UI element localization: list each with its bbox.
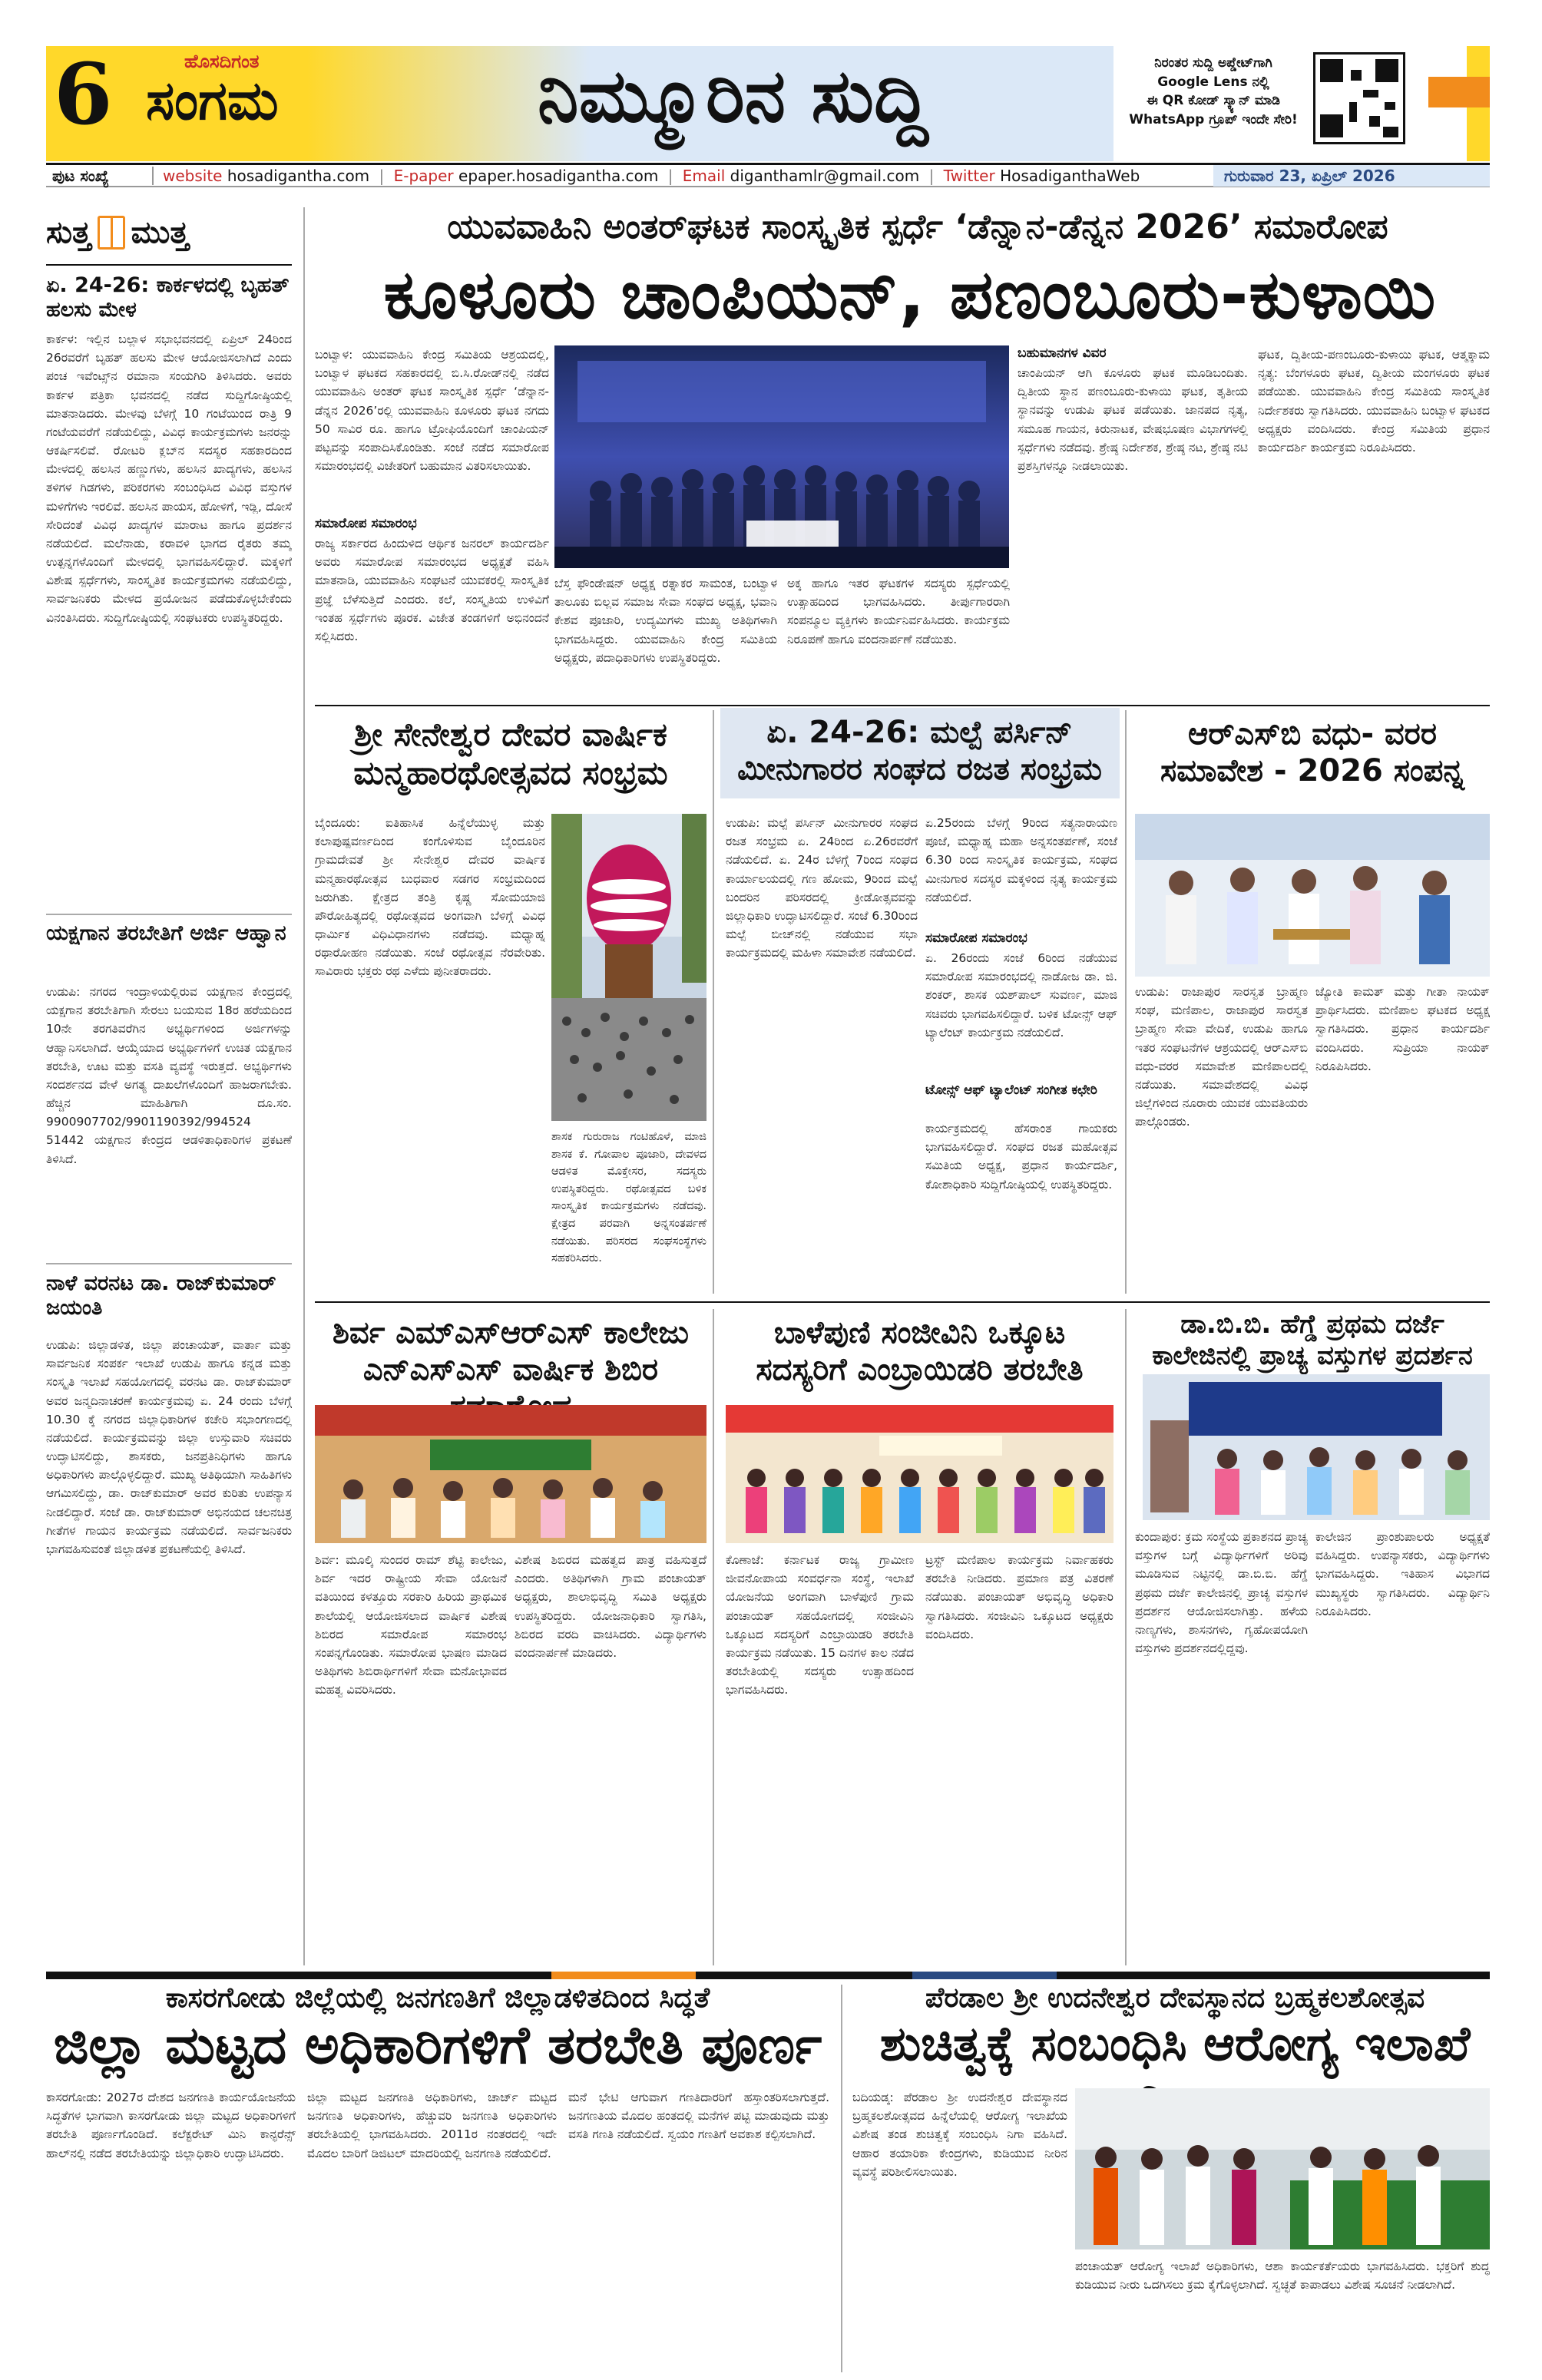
story-headline[interactable]: ಏ. 24-26: ಮಲ್ಪೆ ಪರ್ಸಿನ್ ಮೀನುಗಾರರ ಸಂಘದ ರಜತ ಸಂಭ್ರಮ bbox=[737, 715, 1102, 787]
supplement-name: ಸಂಗಮ bbox=[146, 69, 279, 132]
story-body: ಶಾಸಕ ಗುರುರಾಜ ಗಂಟಿಹೊಳೆ, ಮಾಜಿ ಶಾಸಕ ಕೆ. ಗೋಪಾಲ ಪೂಜಾರಿ, ದೇವಳದ ಆಡಳಿತ ಮೊಕ್ತೇಸರ, ಸದಸ್ಯರು ಉಪಸ್ಥಿತರಿದ್ದರು. ರಥೋತ್ಸವದ ಬಳಿಕ ಸಾಂಸ್ಕೃತಿಕ ಕಾರ್ಯಕ್ರಮಗಳು ನಡೆದವು. ಕ್ಷೇತ್ರದ ಪರವಾಗಿ ಅನ್ನಸಂತರ್ಪಣೆ ನಡೆಯಿತು. ಪರಿಸರದ ಸಂಘಸಂಸ್ಥೆಗಳು ಸಹಕರಿಸಿದರು. bbox=[551, 1131, 706, 1265]
lead-photo[interactable] bbox=[554, 345, 1009, 568]
newspaper-logo-text: ಹೊಸದಿಗಂತ bbox=[184, 51, 260, 72]
whatsapp-promo bbox=[1121, 54, 1305, 130]
column-rule bbox=[713, 710, 714, 1294]
lead-kicker: ಯುವವಾಹಿನಿ ಅಂತರ್‌ಘಟಕ ಸಾಂಸ್ಕೃತಿಕ ಸ್ಪರ್ಧೆ ‘ಡೆನ್ನಾನ-ಡೆನ್ನನ 2026’ ಸಮಾರೋಪ bbox=[447, 207, 1388, 246]
story-body: ಕೊಣಾಜೆ: ಕರ್ನಾಟಕ ರಾಜ್ಯ ಗ್ರಾಮೀಣ ಜೀವನೋಪಾಯ ಸಂವರ್ಧನಾ ಸಂಸ್ಥೆ, ಇಲಾಖೆ ಯೋಜನೆಯ ಅಂಗವಾಗಿ ಬಾಳೆಪುಣಿ ಗ್ರಾಮ ಪಂಚಾಯತ್ ಸಹಯೋಗದಲ್ಲಿ ಸಂಜೀವಿನಿ ಒಕ್ಕೂಟದ ಸದಸ್ಯರಿಗೆ ಎಂಬ್ರಾಯಿಡರಿ ತರಬೇತಿ ಕಾರ್ಯಕ್ರಮ ನಡೆಯಿತು. 15 ದಿನಗಳ ಕಾಲ ನಡೆದ ತರಬೇತಿಯಲ್ಲಿ ಸದಸ್ಯರು ಉತ್ಸಾಹದಿಂದ ಭಾಗವಹಿಸಿದರು. bbox=[726, 1553, 914, 1697]
bottom-left-headline[interactable]: ಜಿಲ್ಲಾ ಮಟ್ಟದ ಅಧಿಕಾರಿಗಳಿಗೆ ತರಬೇತಿ ಪೂರ್ಣ bbox=[53, 2015, 822, 2076]
embroidery-training-photo[interactable] bbox=[726, 1405, 1113, 1543]
story-body: ಕಾರ್ಕಳ: ಇಲ್ಲಿನ ಬಲ್ಲಾಳ ಸಭಾಭವನದಲ್ಲಿ ಏಪ್ರಿಲ್ 24ರಿಂದ 26ರವರೆಗೆ ಬೃಹತ್ ಹಲಸು ಮೇಳ ಆಯೋಜಿಸಲಾಗಿದೆ ಎಂದು ಪಂಚ ಇವೆಂಟ್ಸ್‌ನ ರಮಾನಾ ಸಂಯಗಿರಿ ತಿಳಿಸಿದರು. ಅವರು ಕಾರ್ಕಳ ಪತ್ರಿಕಾ ಭವನದಲ್ಲಿ ನಡೆದ ಸುದ್ದಿಗೋಷ್ಠಿಯಲ್ಲಿ ಮಾತನಾಡಿದರು. ಮೇಳವು ಬೆಳಗ್ಗೆ 10 ಗಂಟೆಯಿಂದ ರಾತ್ರಿ 9 ಗಂಟೆಯವರೆಗೆ ನಡೆಯಲಿದ್ದು, ವಿವಿಧ ಕಾರ್ಯಕ್ರಮಗಳು ಜನರನ್ನು ಆಕರ್ಷಿಸಲಿವೆ. ರೋಟರಿ ಕ್ಲಬ್‌ನ ಸದಸ್ಯರ ಸಹಕಾರದಿಂದ ಮೇಳದಲ್ಲಿ ಹಲಸಿನ ಹಣ್ಣುಗಳು, ಹಲಸಿನ ಖಾದ್ಯಗಳು, ಹಲಸಿನ ತಳಿಗಳ ಗಿಡಗಳು, ಪರಿಕರಗಳು ಸಂಬಂಧಿಸಿದ ವಿವಿಧ ವಸ್ತುಗಳ ಮಳಿಗೆಗಳು ಇರಲಿವೆ. ಹಲಸಿನ ಪಾಯಸ, ಹೋಳಿಗೆ, ಇಡ್ಲಿ, ದೋಸೆ ಸೇರಿದಂತೆ ವಿವಿಧ ಖಾದ್ಯಗಳ ಮಾರಾಟ ಹಾಗೂ ಪ್ರದರ್ಶನ ನಡೆಯಲಿದೆ. ಮಲೆನಾಡು, ಕರಾವಳಿ ಭಾಗದ ರೈತರು ತಮ್ಮ ಉತ್ಪನ್ನಗಳೊಂದಿಗೆ ಮೇಳದಲ್ಲಿ ಭಾಗವಹಿಸಲಿದ್ದಾರೆ. ಮಕ್ಕಳಿಗೆ ವಿಶೇಷ ಸ್ಪರ್ಧೆಗಳು, ಸಾಂಸ್ಕೃತಿಕ ಕಾರ್ಯಕ್ರಮಗಳು ನಡೆಯಲಿದ್ದು, ಸಾರ್ವಜನಿಕರು ಮೇಳದ ಪ್ರಯೋಜನ ಪಡೆದುಕೊಳ್ಳಬೇಕೆಂದು ವಿನಂತಿಸಿದರು. ಸುದ್ದಿಗೋಷ್ಠಿಯಲ್ಲಿ ಸಂಘಟಕರು ಉಪಸ್ಥಿತರಿದ್ದರು. bbox=[46, 332, 292, 625]
story-headline[interactable]: ನಾಳೆ ವರನಟ ಡಾ. ರಾಜ್‌ಕುಮಾರ್ ಜಯಂತಿ bbox=[46, 1271, 276, 1321]
event-photo[interactable] bbox=[1135, 814, 1490, 977]
story-body: ಉಡುಪಿ: ಜಿಲ್ಲಾಡಳಿತ, ಜಿಲ್ಲಾ ಪಂಚಾಯತ್, ವಾರ್ತಾ ಮತ್ತು ಸಾರ್ವಜನಿಕ ಸಂಪರ್ಕ ಇಲಾಖೆ ಉಡುಪಿ ಹಾಗೂ ಕನ್ನಡ ಮತ್ತು ಸಂಸ್ಕೃತಿ ಇಲಾಖೆ ಸಹಯೋಗದಲ್ಲಿ ವರನಟ ಡಾ. ರಾಜ್‌ಕುಮಾರ್ ಅವರ ಜನ್ಮದಿನಾಚರಣೆ ಕಾರ್ಯಕ್ರಮವು ಏ. 24 ರಂದು ಬೆಳಗ್ಗೆ 10.30 ಕ್ಕೆ ನಗರದ ಜಿಲ್ಲಾಧಿಕಾರಿಗಳ ಕಚೇರಿ ಸಭಾಂಗಣದಲ್ಲಿ ನಡೆಯಲಿದೆ. ಕಾರ್ಯಕ್ರಮವನ್ನು ಜಿಲ್ಲಾ ಉಸ್ತುವಾರಿ ಸಚಿವರು ಉದ್ಘಾಟಿಸಲಿದ್ದು, ಶಾಸಕರು, ಜನಪ್ರತಿನಿಧಿಗಳು ಹಾಗೂ ಅಧಿಕಾರಿಗಳು ಪಾಲ್ಗೊಳ್ಳಲಿದ್ದಾರೆ. ಮುಖ್ಯ ಅತಿಥಿಯಾಗಿ ಸಾಹಿತಿಗಳು ಆಗಮಿಸಲಿದ್ದು, ಡಾ. ರಾಜ್‌ಕುಮಾರ್ ಅವರ ಕುರಿತು ಉಪನ್ಯಾಸ ನೀಡಲಿದ್ದಾರೆ. ಸಂಜೆ ಡಾ. ರಾಜ್‌ಕುಮಾರ್ ಅಭಿನಯದ ಚಲನಚಿತ್ರ ಗೀತೆಗಳ ಗಾಯನ ಕಾರ್ಯಕ್ರಮ ನಡೆಯಲಿದೆ. ಸಾರ್ವಜನಿಕರು ಭಾಗವಹಿಸುವಂತೆ ಜಿಲ್ಲಾಡಳಿತ ಪ್ರಕಟಣೆಯಲ್ಲಿ ತಿಳಿಸಿದೆ. bbox=[46, 1338, 292, 1556]
bottom-right-headline[interactable]: ಶುಚಿತ್ವಕ್ಕೆ ಸಂಬಂಧಿಸಿ ಆರೋಗ್ಯ ಇಲಾಖೆ bbox=[879, 2015, 1471, 2071]
contact-links bbox=[154, 167, 1213, 185]
story-body: ಉಡುಪಿ: ಮಲ್ಪೆ ಪರ್ಸಿನ್ ಮೀನುಗಾರರ ಸಂಘದ ರಜತ ಸಂಭ್ರಮ ಏ. 24ರಿಂದ ಏ.26ರವರೆಗೆ ನಡೆಯಲಿದೆ. ಏ. 24ರ ಬೆಳಗ್ಗೆ 7ರಿಂದ ಸಂಘದ ಕಾರ್ಯಾಲಯದಲ್ಲಿ ಗಣ ಹೋಮ, 9ರಿಂದ ಮಲ್ಪೆ ಬಂದರಿನ ಪರಿಸರದಲ್ಲಿ ಕ್ರೀಡೋತ್ಸವವನ್ನು ಜಿಲ್ಲಾಧಿಕಾರಿ ಉದ್ಘಾಟಿಸಲಿದ್ದಾರೆ. ಸಂಜೆ 6.30ರಿಂದ ಮಲ್ಪೆ ಬೀಚ್‌ನಲ್ಲಿ ನಡೆಯುವ ಸಭಾ ಕಾರ್ಯಕ್ರಮದಲ್ಲಿ ಮಹಿಳಾ ಸಮಾವೇಶ ನಡೆಯಲಿದೆ. bbox=[726, 816, 918, 960]
column-rule bbox=[1125, 1309, 1127, 1965]
story-headline[interactable]: ಆರ್‌ಎಸ್‌ಬಿ ವಧು- ವರರ ಸಮಾವೇಶ - 2026 ಸಂಪನ್ನ bbox=[1160, 716, 1465, 788]
section-title: ನಿಮ್ಮೂರಿನ ಸುದ್ದಿ bbox=[538, 53, 928, 139]
story-body: ಬೈಂದೂರು: ಐತಿಹಾಸಿಕ ಹಿನ್ನೆಲೆಯುಳ್ಳ ಮತ್ತು ಕಲಾಪುಷ್ಪವರ್ಣದಿಂದ ಕಂಗೊಳಿಸುವ ಬೈಂದೂರಿನ ಗ್ರಾಮದೇವತೆ ಶ್ರೀ ಸೇನೇಶ್ವರ ದೇವರ ವಾರ್ಷಿಕ ಮನ್ಮಹಾರಥೋತ್ಸವ ಬುಧವಾರ ಸಡಗರ ಸಂಭ್ರಮದಿಂದ ಜರುಗಿತು. ಕ್ಷೇತ್ರದ ತಂತ್ರಿ ಕೃಷ್ಣ ಸೋಮಯಾಜಿ ಪೌರೋಹಿತ್ಯದಲ್ಲಿ ರಥೋತ್ಸವದ ಅಂಗವಾಗಿ ಬೆಳಿಗ್ಗೆ ವಿವಿಧ ಧಾರ್ಮಿಕ ವಿಧಿವಿಧಾನಗಳು ನಡೆದವು. ಮಧ್ಯಾಹ್ನ ರಥಾರೋಹಣ ನಡೆಯಿತು. ಸಂಜೆ ರಥೋತ್ಸವ ನೆರವೇರಿತು. ಸಾವಿರಾರು ಭಕ್ತರು ರಥ ಎಳೆದು ಪುನೀತರಾದರು. bbox=[315, 816, 545, 979]
story-body: ಬದಿಯಡ್ಕ: ಪೆರಡಾಲ ಶ್ರೀ ಉದನೇಶ್ವರ ದೇವಸ್ಥಾನದ ಬ್ರಹ್ಮಕಲಶೋತ್ಸವದ ಹಿನ್ನೆಲೆಯಲ್ಲಿ ಆರೋಗ್ಯ ಇಲಾಖೆಯ ವಿಶೇಷ ತಂಡ ಶುಚಿತ್ವಕ್ಕೆ ಸಂಬಂಧಿಸಿ ನಿಗಾ ವಹಿಸಿದೆ. ಆಹಾರ ತಯಾರಿಕಾ ಕೇಂದ್ರಗಳು, ಕುಡಿಯುವ ನೀರಿನ ವ್ಯವಸ್ಥೆ ಪರಿಶೀಲಿಸಲಾಯಿತು. bbox=[852, 2091, 1067, 2179]
twitter-label: Twitter bbox=[943, 166, 995, 185]
story-body: ಜ್ಯೋತಿ ಕಾಮತ್ ಮತ್ತು ಗೀತಾ ನಾಯಕ್ ಪ್ರಾರ್ಥಿಸಿದರು. ಮಣಿಪಾಲ ಘಟಕದ ಅಧ್ಯಕ್ಷ ಸ್ವಾಗತಿಸಿದರು. ಪ್ರಧಾನ ಕಾರ್ಯದರ್ಶಿ ವಂದಿಸಿದರು. ಸುಪ್ರಿಯಾ ನಾಯಕ್ ನಿರೂಪಿಸಿದರು. bbox=[1315, 985, 1490, 1073]
divider bbox=[46, 914, 292, 915]
story-headline[interactable]: ಶ್ರೀ ಸೇನೇಶ್ವರ ದೇವರ ವಾರ್ಷಿಕ ಮನ್ಮಹಾರಥೋತ್ಸವದ ಸಂಭ್ರಮ bbox=[353, 716, 668, 792]
story-subhead: ಟೋನ್ಸ್ ಆಫ್ ಟ್ಯಾಲೆಂಟ್ ಸಂಗೀತ ಕಛೇರಿ bbox=[925, 1083, 1097, 1098]
lead-body: ಬಂಟ್ವಾಳ: ಯುವವಾಹಿನಿ ಕೇಂದ್ರ ಸಮಿತಿಯ ಆಶ್ರಯದಲ್ಲಿ, ಬಂಟ್ವಾಳ ಘಟಕದ ಸಹಕಾರದಲ್ಲಿ ಬಿ.ಸಿ.ರೋಡ್‌ನಲ್ಲಿ ನಡೆದ ಯುವವಾಹಿನಿ ಅಂತರ್ ಘಟಕ ಸಾಂಸ್ಕೃತಿಕ ಸ್ಪರ್ಧೆ ‘ಡೆನ್ನಾನ-ಡೆನ್ನನ 2026’ರಲ್ಲಿ ಯುವವಾಹಿನಿ ಕೂಳೂರು ಘಟಕ ನಗದು 50 ಸಾವಿರ ರೂ. ಹಾಗೂ ಟ್ರೋಫಿಯೊಂದಿಗೆ ಚಾಂಪಿಯನ್ ಪಟ್ಟವನ್ನು ಸಂಪಾದಿಸಿಕೊಂಡಿತು. ಸಂಜೆ ನಡೆದ ಸಮಾರೋಪ ಸಮಾರಂಭದಲ್ಲಿ ವಿಜೇತರಿಗೆ ಬಹುಮಾನ ವಿತರಿಸಲಾಯಿತು. bbox=[315, 348, 549, 474]
website-label: website bbox=[163, 166, 223, 185]
masthead bbox=[0, 0, 1542, 161]
separator: | bbox=[928, 166, 935, 185]
story-body: ಪಂಚಾಯತ್ ಆರೋಗ್ಯ ಇಲಾಖೆ ಅಧಿಕಾರಿಗಳು, ಆಶಾ ಕಾರ್ಯಕರ್ತೆಯರು ಭಾಗವಹಿಸಿದರು. ಭಕ್ತರಿಗೆ ಶುದ್ಧ ಕುಡಿಯುವ ನೀರು ಒದಗಿಸಲು ಕ್ರಮ ಕೈಗೊಳ್ಳಲಾಗಿದೆ. ಸ್ವಚ್ಛತೆ ಕಾಪಾಡಲು ವಿಶೇಷ ಸೂಚನೆ ನೀಡಲಾಗಿದೆ. bbox=[1075, 2259, 1490, 2292]
promo-line: ನಿರಂತರ ಸುದ್ದಿ ಅಪ್ಡೇಟ್‌ಗಾಗಿ bbox=[1154, 55, 1272, 71]
story-body: ವಿಶೇಷ ಶಿಬಿರದ ಮಹತ್ವದ ಪಾತ್ರ ವಹಿಸುತ್ತದೆ ಎಂದರು. ಅತಿಥಿಗಳಾಗಿ ಗ್ರಾಮ ಪಂಚಾಯತ್ ಅಧ್ಯಕ್ಷರು, ಶಾಲಾಭಿವೃದ್ಧಿ ಸಮಿತಿ ಅಧ್ಯಕ್ಷರು ಉಪಸ್ಥಿತರಿದ್ದರು. ಯೋಜನಾಧಿಕಾರಿ ಸ್ವಾಗತಿಸಿ, ಶಿಬಿರದ ವರದಿ ವಾಚಿಸಿದರು. ವಿದ್ಯಾರ್ಥಿಗಳು ವಂದನಾರ್ಪಣೆ ಮಾಡಿದರು. bbox=[515, 1553, 706, 1660]
divider bbox=[46, 1263, 292, 1264]
twitter-link[interactable]: HosadiganthaWeb bbox=[1000, 166, 1140, 185]
promo-line: WhatsApp ಗ್ರೂಪ್ ಇಂದೇ ಸೇರಿ! bbox=[1129, 111, 1298, 127]
column-header-part: ಮುತ್ತ bbox=[131, 215, 189, 250]
left-column-header bbox=[46, 215, 292, 250]
lead-body: ಅಕ್ಕ ಹಾಗೂ ಇತರ ಘಟಕಗಳ ಸದಸ್ಯರು ಸ್ಪರ್ಧೆಯಲ್ಲಿ ಉತ್ಸಾಹದಿಂದ ಭಾಗವಹಿಸಿದರು. ತೀರ್ಪುಗಾರರಾಗಿ ಸಂಪನ್ಮೂಲ ವ್ಯಕ್ತಿಗಳು ಕಾರ್ಯನಿರ್ವಹಿಸಿದರು. ಕಾರ್ಯಕ್ರಮ ನಿರೂಪಣೆ ಹಾಗೂ ವಂದನಾರ್ಪಣೆ ನಡೆಯಿತು. bbox=[787, 577, 1010, 646]
divider bbox=[46, 264, 292, 266]
story-body: ಜಿಲ್ಲಾ ಮಟ್ಟದ ಜನಗಣತಿ ಅಧಿಕಾರಿಗಳು, ಚಾರ್ಜ್ ಮಟ್ಟದ ಜನಗಣತಿ ಅಧಿಕಾರಿಗಳು, ಹೆಚ್ಚುವರಿ ಜನಗಣತಿ ಅಧಿಕಾರಿಗಳು ತರಬೇತಿಯಲ್ಲಿ ಭಾಗವಹಿಸಿದರು. 2011ರ ನಂತರದಲ್ಲಿ ಇದೇ ಮೊದಲ ಬಾರಿಗೆ ಡಿಜಿಟಲ್ ಮಾದರಿಯಲ್ಲಿ ಜನಗಣತಿ ನಡೆಯಲಿದೆ. bbox=[307, 2091, 557, 2160]
story-headline[interactable]: ಯಕ್ಷಗಾನ ತರಬೇತಿಗೆ ಅರ್ಜಿ ಆಹ್ವಾನ bbox=[46, 921, 286, 945]
epaper-label: E-paper bbox=[393, 166, 454, 185]
story-body: ಕಾಸರಗೋಡು: 2027ರ ದೇಶದ ಜನಗಣತಿ ಕಾರ್ಯಯೋಜನೆಯ ಸಿದ್ಧತೆಗಳ ಭಾಗವಾಗಿ ಕಾಸರಗೋಡು ಜಿಲ್ಲಾ ಮಟ್ಟದ ಅಧಿಕಾರಿಗಳಿಗೆ ತರಬೇತಿ ಪೂರ್ಣಗೊಂಡಿದೆ. ಕಲೆಕ್ಟರೇಟ್ ಮಿನಿ ಕಾನ್ಫರೆನ್ಸ್ ಹಾಲ್‌ನಲ್ಲಿ ನಡೆದ ತರಬೇತಿಯನ್ನು ಜಿಲ್ಲಾಧಿಕಾರಿ ಉದ್ಘಾಟಿಸಿದರು. bbox=[46, 2091, 296, 2160]
separator: | bbox=[667, 166, 673, 185]
divider bbox=[315, 1301, 1490, 1303]
story-body: ಉಡುಪಿ: ನಗರದ ಇಂದ್ರಾಳಿಯಲ್ಲಿರುವ ಯಕ್ಷಗಾನ ಕೇಂದ್ರದಲ್ಲಿ ಯಕ್ಷಗಾನ ತರಬೇತಿಗಾಗಿ ಸೇರಲು ಬಯಸುವ 18ರ ಹರೆಯದಿಂದ 10ನೇ ತರಗತಿವರೆಗಿನ ಅಭ್ಯರ್ಥಿಗಳಿಂದ ಅರ್ಜಿಗಳನ್ನು ಆಹ್ವಾನಿಸಲಾಗಿದೆ. ಆಯ್ಕೆಯಾದ ಅಭ್ಯರ್ಥಿಗಳಿಗೆ ಉಚಿತ ಯಕ್ಷಗಾನ ತರಬೇತಿ, ಊಟ ಮತ್ತು ವಸತಿ ವ್ಯವಸ್ಥೆ ಇರುತ್ತದೆ. ಅಭ್ಯರ್ಥಿಗಳು ಸಂದರ್ಶನದ ವೇಳೆ ಅಗತ್ಯ ದಾಖಲೆಗಳೊಂದಿಗೆ ಹಾಜರಾಗಬೇಕು. ಹೆಚ್ಚಿನ ಮಾಹಿತಿಗಾಗಿ ದೂ.ಸಂ. 9900907702/9901190392/994524 51442 ಯಕ್ಷಗಾನ ಕೇಂದ್ರದ ಆಡಳಿತಾಧಿಕಾರಿಗಳ ಪ್ರಕಟಣೆ ತಿಳಿಸಿದೆ. bbox=[46, 985, 292, 1166]
story-body: ಶಿರ್ವ: ಮೂಲ್ಕಿ ಸುಂದರ ರಾಮ್ ಶೆಟ್ಟಿ ಕಾಲೇಜು, ಶಿರ್ವ ಇದರ ರಾಷ್ಟ್ರೀಯ ಸೇವಾ ಯೋಜನೆ ವತಿಯಿಂದ ಕಳತ್ತೂರು ಸರಕಾರಿ ಹಿರಿಯ ಪ್ರಾಥಮಿಕ ಶಾಲೆಯಲ್ಲಿ ಆಯೋಜಿಸಲಾದ ವಾರ್ಷಿಕ ವಿಶೇಷ ಶಿಬಿರದ ಸಮಾರೋಪ ಸಮಾರಂಭ ಸಂಪನ್ನಗೊಂಡಿತು. ಸಮಾರೋಪ ಭಾಷಣ ಮಾಡಿದ ಅತಿಥಿಗಳು ಶಿಬಿರಾರ್ಥಿಗಳಿಗೆ ಸೇವಾ ಮನೋಭಾವದ ಮಹತ್ವ ವಿವರಿಸಿದರು. bbox=[315, 1553, 507, 1697]
story-body: ಕಾರ್ಯಕ್ರಮದಲ್ಲಿ ಹೆಸರಾಂತ ಗಾಯಕರು ಭಾಗವಹಿಸಲಿದ್ದಾರೆ. ಸಂಘದ ರಜತ ಮಹೋತ್ಸವ ಸಮಿತಿಯ ಅಧ್ಯಕ್ಷ, ಪ್ರಧಾನ ಕಾರ್ಯದರ್ಶಿ, ಕೋಶಾಧಿಕಾರಿ ಸುದ್ದಿಗೋಷ್ಠಿಯಲ್ಲಿ ಉಪಸ್ಥಿತರಿದ್ದರು. bbox=[925, 1122, 1117, 1192]
exhibition-photo[interactable] bbox=[1143, 1374, 1490, 1520]
section-stripe bbox=[46, 1972, 1490, 1979]
story-body: ಏ. 26ರಂದು ಸಂಜೆ 6ರಿಂದ ನಡೆಯುವ ಸಮಾರೋಪ ಸಮಾರಂಭದಲ್ಲಿ ನಾಡೋಜ ಡಾ. ಜಿ. ಶಂಕರ್, ಶಾಸಕ ಯಶ್‌ಪಾಲ್ ಸುವರ್ಣ, ಮಾಜಿ ಸಚಿವರು ಭಾಗವಹಿಸಲಿದ್ದಾರೆ. ಬಳಿಕ ಟೋನ್ಸ್ ಆಫ್ ಟ್ಯಾಲೆಂಟ್ ಕಾರ್ಯಕ್ರಮ ನಡೆಯಲಿದೆ. bbox=[925, 951, 1117, 1040]
column-header-part: ಸುತ್ತ bbox=[46, 215, 91, 250]
lead-subhead: ಬಹುಮಾನಗಳ ವಿವರ bbox=[1018, 345, 1107, 361]
lead-body: ಘಟಕ, ದ್ವಿತೀಯ-ಪಣಂಬೂರು-ಕುಳಾಯಿ ಘಟಕ, ಆತ್ಮಕ್ಕಾಮ ನೃತ್ಯ: ಬೆಂಗಳೂರು ಘಟಕ, ದ್ವಿತೀಯ ಮಂಗಳೂರು ಘಟಕ ಪಡೆಯಿತು. ಯುವವಾಹಿನಿ ಕೇಂದ್ರ ಸಮಿತಿಯ ಸಾಂಸ್ಕೃತಿಕ ನಿರ್ದೇಶಕರು ಸ್ವಾಗತಿಸಿದರು. ಯುವವಾಹಿನಿ ಬಂಟ್ವಾಳ ಘಟಕದ ಅಧ್ಯಕ್ಷರು ವಂದಿಸಿದರು. ಕೇಂದ್ರ ಸಮಿತಿಯ ಪ್ರಧಾನ ಕಾರ್ಯದರ್ಶಿ ಕಾರ್ಯಕ್ರಮ ನಿರೂಪಿಸಿದರು. bbox=[1258, 348, 1490, 455]
bottom-right-kicker: ಪೆರಡಾಲ ಶ್ರೀ ಉದನೇಶ್ವರ ದೇವಸ್ಥಾನದ ಬ್ರಹ್ಮಕಲಶೋತ್ಸವ bbox=[925, 1982, 1425, 2014]
chariot-festival-photo[interactable] bbox=[551, 814, 706, 1121]
story-body: ಏ.25ರಂದು ಬೆಳಗ್ಗೆ 9ರಿಂದ ಸತ್ಯನಾರಾಯಣ ಪೂಜೆ, ಮಧ್ಯಾಹ್ನ ಮಹಾ ಅನ್ನಸಂತರ್ಪಣೆ, ಸಂಜೆ 6.30 ರಿಂದ ಸಾಂಸ್ಕೃತಿಕ ಕಾರ್ಯಕ್ರಮ, ಸಂಘದ ಮೀನುಗಾರ ಸದಸ್ಯರ ಮಕ್ಕಳಿಂದ ನೃತ್ಯ ಕಾರ್ಯಕ್ರಮ ನಡೆಯಲಿದೆ. bbox=[925, 816, 1117, 904]
lead-subhead: ಸಮಾರೋಪ ಸಮಾರಂಭ bbox=[315, 516, 417, 531]
lead-body: ಬೆಸ್ತ ಫೌಂಡೇಷನ್ ಅಧ್ಯಕ್ಷ ರತ್ನಾಕರ ಸಾಮಂತ, ಬಂಟ್ವಾಳ ತಾಲೂಕು ಬಿಲ್ಲವ ಸಮಾಜ ಸೇವಾ ಸಂಘದ ಅಧ್ಯಕ್ಷ, ಭವಾನಿ ಕೇಶವ ಪೂಜಾರಿ, ಉದ್ಯಮಿಗಳು ಮುಖ್ಯ ಅತಿಥಿಗಳಾಗಿ ಭಾಗವಹಿಸಿದ್ದರು. ಯುವವಾಹಿನಿ ಕೇಂದ್ರ ಸಮಿತಿಯ ಅಧ್ಯಕ್ಷರು, ಪದಾಧಿಕಾರಿಗಳು ಉಪಸ್ಥಿತರಿದ್ದರು. bbox=[554, 577, 777, 665]
column-rule bbox=[1125, 710, 1127, 1294]
promo-line: Google Lens ನಲ್ಲಿ bbox=[1157, 74, 1269, 90]
lead-headline[interactable]: ಕೂಳೂರು ಚಾಂಪಿಯನ್, ಪಣಂಬೂರು-ಕುಳಾಯಿ bbox=[383, 255, 1437, 334]
story-body: ಕುಂದಾಪುರ: ಕ್ರಮ ಸಂಸ್ಥೆಯ ಪ್ರಕಾಶನದ ಪ್ರಾಚ್ಯ ವಸ್ತುಗಳ ಬಗ್ಗೆ ವಿದ್ಯಾರ್ಥಿಗಳಿಗೆ ಅರಿವು ಮೂಡಿಸುವ ನಿಟ್ಟಿನಲ್ಲಿ ಡಾ.ಬಿ.ಬಿ. ಹೆಗ್ಡೆ ಪ್ರಥಮ ದರ್ಜೆ ಕಾಲೇಜಿನಲ್ಲಿ ಪ್ರಾಚ್ಯ ವಸ್ತುಗಳ ಪ್ರದರ್ಶನ ಆಯೋಜಿಸಲಾಗಿತ್ತು. ಹಳೆಯ ನಾಣ್ಯಗಳು, ಶಾಸನಗಳು, ಗೃಹೋಪಯೋಗಿ ವಸ್ತುಗಳು ಪ್ರದರ್ಶನದಲ್ಲಿದ್ದವು. bbox=[1135, 1530, 1308, 1656]
divider bbox=[315, 705, 1490, 706]
bottom-left-kicker: ಕಾಸರಗೋಡು ಜಿಲ್ಲೆಯಲ್ಲಿ ಜನಗಣತಿಗೆ ಜಿಲ್ಲಾಡಳಿತದಿಂದ ಸಿದ್ಧತೆ bbox=[165, 1982, 710, 2014]
story-headline[interactable]: ಡಾ.ಬಿ.ಬಿ. ಹೆಗ್ಡೆ ಪ್ರಥಮ ದರ್ಜೆ ಕಾಲೇಜಿನಲ್ಲಿ ಪ್ರಾಚ್ಯ ವಸ್ತುಗಳ ಪ್ರದರ್ಶನ bbox=[1152, 1309, 1473, 1371]
promo-line: ಈ QR ಕೋಡ್ ಸ್ಕ್ಯಾನ್ ಮಾಡಿ bbox=[1147, 93, 1280, 109]
lead-body: ರಾಜ್ಯ ಸರ್ಕಾರದ ಹಿಂದುಳಿದ ಆರ್ಥಿಕ ಜನರಲ್ ಕಾರ್ಯದರ್ಶಿ ಅವರು ಸಮಾರೋಪ ಸಮಾರಂಭದ ಅಧ್ಯಕ್ಷತೆ ವಹಿಸಿ ಮಾತನಾಡಿ, ಯುವವಾಹಿನಿ ಸಂಘಟನೆ ಯುವಕರಲ್ಲಿ ಸಾಂಸ್ಕೃತಿಕ ಪ್ರಜ್ಞೆ ಬೆಳೆಸುತ್ತಿದೆ ಎಂದರು. ಕಲೆ, ಸಂಸ್ಕೃತಿಯ ಉಳಿವಿಗೆ ಇಂತಹ ಸ್ಪರ್ಧೆಗಳು ಪೂರಕ. ವಿಜೇತ ತಂಡಗಳಿಗೆ ಅಭಿನಂದನೆ ಸಲ್ಲಿಸಿದರು. bbox=[315, 537, 549, 643]
website-link[interactable]: hosadigantha.com bbox=[227, 166, 370, 185]
accent-block bbox=[1428, 77, 1490, 107]
separator: | bbox=[379, 166, 385, 185]
email-link[interactable]: diganthamlr@gmail.com bbox=[730, 166, 920, 185]
lead-body: ಚಾಂಪಿಯನ್ ಆಗಿ ಕೂಳೂರು ಘಟಕ ಮೂಡಿಬಂದಿತು. ದ್ವಿತೀಯ ಸ್ಥಾನ ಪಣಂಬೂರು-ಕುಳಾಯಿ ಘಟಕ, ತೃತೀಯ ಸ್ಥಾನವನ್ನು ಉಡುಪಿ ಘಟಕ ಪಡೆಯಿತು. ಜಾನಪದ ನೃತ್ಯ, ಸಮೂಹ ಗಾಯನ, ಕಿರುನಾಟಕ, ವೇಷಭೂಷಣ ವಿಭಾಗಗಳಲ್ಲಿ ಸ್ಪರ್ಧೆಗಳು ನಡೆದವು. ಶ್ರೇಷ್ಠ ನಿರ್ದೇಶಕ, ಶ್ರೇಷ್ಠ ನಟ, ಶ್ರೇಷ್ಠ ನಟಿ ಪ್ರಶಸ್ತಿಗಳನ್ನೂ ನೀಡಲಾಯಿತು. bbox=[1018, 366, 1248, 473]
qr-code-icon[interactable] bbox=[1313, 52, 1405, 144]
book-icon bbox=[98, 216, 125, 250]
story-headline[interactable]: ಶಿರ್ವ ಎಮ್‌ಎಸ್‌ಆರ್‌ಎಸ್ ಕಾಲೇಜು ಎನ್ಎಸ್ಎಸ್ ವಾರ್ಷಿಕ ಶಿಬಿರ bbox=[333, 1315, 689, 1387]
story-body: ಉಡುಪಿ: ರಾಜಾಪುರ ಸಾರಸ್ವತ ಬ್ರಾಹ್ಮಣ ಸಂಘ, ಮಣಿಪಾಲ, ರಾಜಾಪುರ ಸಾರಸ್ವತ ಬ್ರಾಹ್ಮಣ ಸೇವಾ ವೇದಿಕೆ, ಉಡುಪಿ ಹಾಗೂ ಇತರ ಸಂಘಟನೆಗಳ ಆಶ್ರಯದಲ್ಲಿ ಆರ್‌ಎಸ್‌ಬಿ ವಧು-ವರರ ಸಮಾವೇಶ ಮಣಿಪಾಲದಲ್ಲಿ ನಡೆಯಿತು. ಸಮಾವೇಶದಲ್ಲಿ ವಿವಿಧ ಜಿಲ್ಲೆಗಳಿಂದ ನೂರಾರು ಯುವಕ ಯುವತಿಯರು ಪಾಲ್ಗೊಂಡರು. bbox=[1135, 985, 1308, 1129]
epaper-link[interactable]: epaper.hosadigantha.com bbox=[458, 166, 659, 185]
story-body: ಟ್ರಸ್ಟ್ ಮಣಿಪಾಲ ಕಾರ್ಯಕ್ರಮ ನಿರ್ವಾಹಕರು ತರಬೇತಿ ನೀಡಿದರು. ಪ್ರಮಾಣ ಪತ್ರ ವಿತರಣೆ ನಡೆಯಿತು. ಪಂಚಾಯತ್ ಅಭಿವೃದ್ಧಿ ಅಧಿಕಾರಿ ಸ್ವಾಗತಿಸಿದರು. ಸಂಜೀವಿನಿ ಒಕ್ಕೂಟದ ಅಧ್ಯಕ್ಷರು ವಂದಿಸಿದರು. bbox=[925, 1553, 1113, 1641]
nss-camp-photo[interactable] bbox=[315, 1405, 706, 1543]
page-number: 6 bbox=[54, 45, 113, 144]
story-headline[interactable]: ಏ. 24-26: ಕಾರ್ಕಳದಲ್ಲಿ ಬೃಹತ್ ಹಲಸು ಮೇಳ bbox=[46, 273, 290, 322]
issue-date: ಗುರುವಾರ 23, ಏಪ್ರಿಲ್ 2026 bbox=[1213, 165, 1490, 187]
page-label: ಪುಟ ಸಂಖ್ಯೆ bbox=[46, 167, 154, 185]
info-bar bbox=[46, 163, 1490, 187]
temple-health-photo[interactable] bbox=[1075, 2088, 1490, 2249]
column-rule bbox=[303, 207, 305, 1965]
story-body: ಮನೆ ಭೇಟಿ ಆಗುವಾಗ ಗಣತಿದಾರರಿಗೆ ಹಸ್ತಾಂತರಿಸಲಾಗುತ್ತದೆ. ಜನಗಣತಿಯ ಮೊದಲ ಹಂತದಲ್ಲಿ ಮನೆಗಳ ಪಟ್ಟಿ ಮಾಡುವುದು ಮತ್ತು ವಸತಿ ಗಣತಿ ನಡೆಯಲಿದೆ. ಸ್ವಯಂ ಗಣತಿಗೆ ಅವಕಾಶ ಕಲ್ಪಿಸಲಾಗಿದೆ. bbox=[568, 2091, 829, 2142]
column-rule bbox=[713, 1309, 714, 1965]
story-body: ಕಾಲೇಜಿನ ಪ್ರಾಂಶುಪಾಲರು ಅಧ್ಯಕ್ಷತೆ ವಹಿಸಿದ್ದರು. ಉಪನ್ಯಾಸಕರು, ವಿದ್ಯಾರ್ಥಿಗಳು ಭಾಗವಹಿಸಿದ್ದರು. ಇತಿಹಾಸ ವಿಭಾಗದ ಮುಖ್ಯಸ್ಥರು ಸ್ವಾಗತಿಸಿದರು. ವಿದ್ಯಾರ್ಥಿನಿ ನಿರೂಪಿಸಿದರು. bbox=[1315, 1530, 1490, 1618]
column-rule bbox=[841, 1985, 842, 2372]
email-label: Email bbox=[682, 166, 726, 185]
story-headline[interactable]: ಬಾಳೆಪುಣಿ ಸಂಜೀವಿನಿ ಒಕ್ಕೂಟ ಸದಸ್ಯರಿಗೆ ಎಂಬ್ರಾಯಿಡರಿ ತರಬೇತಿ bbox=[756, 1315, 1084, 1387]
story-subhead: ಸಮಾರೋಪ ಸಮಾರಂಭ bbox=[925, 931, 1027, 946]
